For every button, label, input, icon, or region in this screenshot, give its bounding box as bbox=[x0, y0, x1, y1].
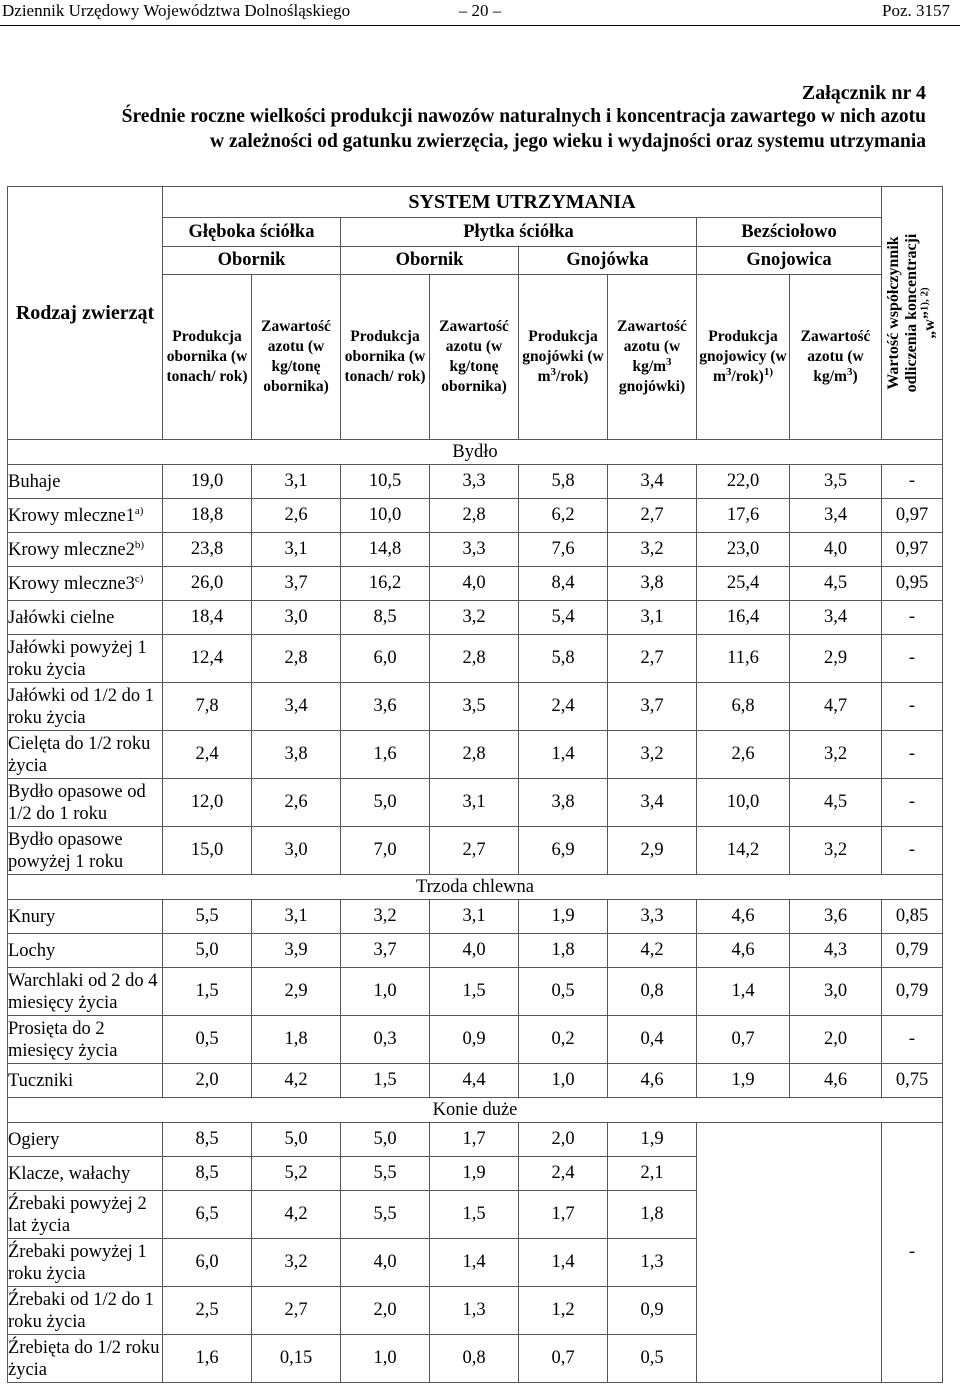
value-cell: 3,3 bbox=[430, 533, 519, 567]
value-cell: 2,7 bbox=[430, 827, 519, 875]
value-cell: 0,75 bbox=[882, 1064, 943, 1098]
table-row bbox=[8, 683, 943, 731]
table-row bbox=[8, 465, 943, 499]
value-cell: 1,8 bbox=[252, 1016, 341, 1064]
value-cell: 3,0 bbox=[790, 968, 882, 1016]
value-cell: 4,6 bbox=[697, 934, 790, 968]
value-cell: 2,4 bbox=[519, 1157, 608, 1191]
value-cell: 4,2 bbox=[252, 1191, 341, 1239]
section-title: Bydło bbox=[8, 440, 943, 465]
document-title-line-2: w zależności od gatunku zwierzęcia, jego wieku i wydajności oraz systemu utrzymania bbox=[209, 131, 926, 152]
value-cell: 4,2 bbox=[608, 934, 697, 968]
subgroup-gnojowica: Gnojowica bbox=[697, 247, 882, 275]
value-cell: 3,8 bbox=[608, 567, 697, 601]
value-cell: 4,0 bbox=[341, 1239, 430, 1287]
value-cell: 3,9 bbox=[252, 934, 341, 968]
w-label-line-2: odliczenia koncentracji bbox=[903, 233, 920, 393]
footnote-marker: b) bbox=[134, 538, 145, 551]
animal-name: Źrebaki powyżej 1 roku życia bbox=[8, 1239, 163, 1287]
value-cell: 2,7 bbox=[608, 635, 697, 683]
value-cell: 2,0 bbox=[519, 1123, 608, 1157]
value-cell: 3,2 bbox=[341, 900, 430, 934]
animal-name: Jałówki cielne bbox=[8, 601, 163, 635]
value-cell: 1,7 bbox=[519, 1191, 608, 1239]
value-cell: 25,4 bbox=[697, 567, 790, 601]
value-cell: 6,9 bbox=[519, 827, 608, 875]
value-cell: 0,5 bbox=[163, 1016, 252, 1064]
position-number: Poz. 3157 bbox=[882, 1, 950, 20]
page-header bbox=[0, 0, 960, 26]
value-cell: 1,4 bbox=[430, 1239, 519, 1287]
value-cell: 0,8 bbox=[608, 968, 697, 1016]
value-cell: 2,1 bbox=[608, 1157, 697, 1191]
system-header: SYSTEM UTRZYMANIA bbox=[163, 187, 882, 218]
value-cell: 3,2 bbox=[608, 731, 697, 779]
w-coefficient-header bbox=[882, 187, 943, 440]
value-cell: 4,2 bbox=[252, 1064, 341, 1098]
subgroup-obornik-1: Obornik bbox=[163, 247, 341, 275]
footnote-marker: c) bbox=[134, 572, 144, 585]
value-cell: 3,2 bbox=[608, 533, 697, 567]
table-row bbox=[8, 635, 943, 683]
value-cell: 2,8 bbox=[430, 635, 519, 683]
value-cell: 5,5 bbox=[163, 900, 252, 934]
section-row bbox=[8, 1098, 943, 1123]
value-cell: 3,1 bbox=[252, 533, 341, 567]
value-cell: 3,6 bbox=[790, 900, 882, 934]
value-cell: 2,9 bbox=[790, 635, 882, 683]
value-cell: 1,4 bbox=[697, 968, 790, 1016]
value-cell: 3,5 bbox=[790, 465, 882, 499]
value-cell: 2,5 bbox=[163, 1287, 252, 1335]
animal-name: Krowy mleczne3$^{c)}$ bbox=[8, 567, 163, 601]
value-cell: 4,0 bbox=[430, 934, 519, 968]
animal-name: Warchlaki od 2 do 4 miesięcy życia bbox=[8, 968, 163, 1016]
value-cell: 12,4 bbox=[163, 635, 252, 683]
table-row bbox=[8, 533, 943, 567]
col-header-1: Produkcja obornika (w tonach/ rok) bbox=[163, 275, 252, 440]
value-cell: 15,0 bbox=[163, 827, 252, 875]
animal-name: Lochy bbox=[8, 934, 163, 968]
value-cell: 3,3 bbox=[430, 465, 519, 499]
value-cell: - bbox=[882, 635, 943, 683]
value-cell: 3,4 bbox=[608, 779, 697, 827]
value-cell: 3,1 bbox=[252, 900, 341, 934]
value-cell: 5,8 bbox=[519, 465, 608, 499]
animal-name: Buhaje bbox=[8, 465, 163, 499]
value-cell: 3,2 bbox=[790, 731, 882, 779]
value-cell: 0,9 bbox=[430, 1016, 519, 1064]
value-cell: 1,8 bbox=[519, 934, 608, 968]
value-cell: 5,8 bbox=[519, 635, 608, 683]
value-cell: 1,5 bbox=[430, 968, 519, 1016]
value-cell: 0,9 bbox=[608, 1287, 697, 1335]
value-cell: 0,97 bbox=[882, 533, 943, 567]
w-value-cell: - bbox=[882, 1123, 943, 1383]
animal-name: Krowy mleczne1$^{a)}$ bbox=[8, 499, 163, 533]
section-row bbox=[8, 440, 943, 465]
animal-name: Bydło opasowe od 1/2 do 1 roku bbox=[8, 779, 163, 827]
value-cell: 1,2 bbox=[519, 1287, 608, 1335]
value-cell: 0,4 bbox=[608, 1016, 697, 1064]
value-cell: - bbox=[882, 465, 943, 499]
col-header-4: Zawartość azotu (w kg/tonę obornika) bbox=[430, 275, 519, 440]
value-cell: 3,1 bbox=[252, 465, 341, 499]
section-row bbox=[8, 875, 943, 900]
value-cell: 4,5 bbox=[790, 567, 882, 601]
value-cell: 10,0 bbox=[341, 499, 430, 533]
animal-name: Źrebaki od 1/2 do 1 roku życia bbox=[8, 1287, 163, 1335]
value-cell: 1,9 bbox=[519, 900, 608, 934]
document-title-line-1: Średnie roczne wielkości produkcji nawozów naturalnych i koncentracja zawartego w nich azotu bbox=[121, 106, 926, 127]
value-cell: - bbox=[882, 683, 943, 731]
annex-label: Załącznik nr 4 bbox=[801, 82, 926, 104]
value-cell: 2,7 bbox=[252, 1287, 341, 1335]
col-header-8: Zawartość azotu (w $kg/m^3$) bbox=[790, 275, 882, 440]
w-label-line-3: „w” bbox=[921, 311, 938, 339]
value-cell: 0,7 bbox=[697, 1016, 790, 1064]
table-row bbox=[8, 499, 943, 533]
value-cell: 3,2 bbox=[252, 1239, 341, 1287]
value-cell: 2,4 bbox=[519, 683, 608, 731]
table-row bbox=[8, 1064, 943, 1098]
value-cell: 2,4 bbox=[163, 731, 252, 779]
value-cell: 0,79 bbox=[882, 968, 943, 1016]
value-cell: 0,8 bbox=[430, 1335, 519, 1383]
animal-name: Źrebięta do 1/2 roku życia bbox=[8, 1335, 163, 1383]
value-cell: 4,7 bbox=[790, 683, 882, 731]
section-title: Trzoda chlewna bbox=[8, 875, 943, 900]
col-header-5: Produkcja gnojówki (w $m^3/rok$) bbox=[519, 275, 608, 440]
journal-title: Dziennik Urzędowy Województwa Dolnośląskiego bbox=[2, 1, 351, 20]
value-cell: 3,4 bbox=[790, 601, 882, 635]
value-cell: 0,2 bbox=[519, 1016, 608, 1064]
value-cell: 1,0 bbox=[341, 968, 430, 1016]
value-cell: 12,0 bbox=[163, 779, 252, 827]
value-cell: 18,4 bbox=[163, 601, 252, 635]
value-cell: 1,5 bbox=[163, 968, 252, 1016]
value-cell: 5,0 bbox=[163, 934, 252, 968]
empty-cell bbox=[697, 1123, 882, 1383]
value-cell: 1,9 bbox=[430, 1157, 519, 1191]
value-cell: 4,6 bbox=[697, 900, 790, 934]
value-cell: 19,0 bbox=[163, 465, 252, 499]
value-cell: 18,8 bbox=[163, 499, 252, 533]
value-cell: 2,8 bbox=[430, 499, 519, 533]
group-bezsciolowo: Bezściołowo bbox=[697, 218, 882, 247]
value-cell: 3,1 bbox=[430, 779, 519, 827]
table-row bbox=[8, 601, 943, 635]
value-cell: 16,4 bbox=[697, 601, 790, 635]
animal-name: Źrebaki powyżej 2 lat życia bbox=[8, 1191, 163, 1239]
value-cell: 6,0 bbox=[163, 1239, 252, 1287]
value-cell: 3,4 bbox=[252, 683, 341, 731]
value-cell: 1,3 bbox=[430, 1287, 519, 1335]
value-cell: 10,5 bbox=[341, 465, 430, 499]
value-cell: 23,0 bbox=[697, 533, 790, 567]
animal-name: Jałówki od 1/2 do 1 roku życia bbox=[8, 683, 163, 731]
animal-name: Jałówki powyżej 1 roku życia bbox=[8, 635, 163, 683]
value-cell: 1,0 bbox=[341, 1335, 430, 1383]
value-cell: 4,5 bbox=[790, 779, 882, 827]
value-cell: - bbox=[882, 827, 943, 875]
value-cell: 14,2 bbox=[697, 827, 790, 875]
value-cell: 3,7 bbox=[341, 934, 430, 968]
value-cell: 8,5 bbox=[341, 601, 430, 635]
table-row bbox=[8, 968, 943, 1016]
section-title: Konie duże bbox=[8, 1098, 943, 1123]
value-cell: 6,8 bbox=[697, 683, 790, 731]
table-row bbox=[8, 779, 943, 827]
value-cell: 2,8 bbox=[430, 731, 519, 779]
value-cell: 1,8 bbox=[608, 1191, 697, 1239]
value-cell: 3,8 bbox=[519, 779, 608, 827]
value-cell: 2,0 bbox=[341, 1287, 430, 1335]
value-cell: 3,4 bbox=[790, 499, 882, 533]
animal-name: Ogiery bbox=[8, 1123, 163, 1157]
value-cell: 3,0 bbox=[252, 601, 341, 635]
page-number: – 20 – bbox=[458, 1, 502, 20]
col-header-7: Produkcja gnojowicy (w $m^3/rok)^{1)}$ bbox=[697, 275, 790, 440]
value-cell: 26,0 bbox=[163, 567, 252, 601]
value-cell: 1,4 bbox=[519, 731, 608, 779]
table-row bbox=[8, 567, 943, 601]
value-cell: 3,7 bbox=[608, 683, 697, 731]
value-cell: 2,6 bbox=[697, 731, 790, 779]
col-header-2: Zawartość azotu (w kg/tonę obornika) bbox=[252, 275, 341, 440]
value-cell: 3,8 bbox=[252, 731, 341, 779]
value-cell: - bbox=[882, 1016, 943, 1064]
value-cell: 0,5 bbox=[519, 968, 608, 1016]
animal-name: Krowy mleczne2$^{b)}$ bbox=[8, 533, 163, 567]
value-cell: 22,0 bbox=[697, 465, 790, 499]
value-cell: 6,5 bbox=[163, 1191, 252, 1239]
table-row bbox=[8, 900, 943, 934]
value-cell: 11,6 bbox=[697, 635, 790, 683]
value-cell: - bbox=[882, 731, 943, 779]
value-cell: 4,6 bbox=[608, 1064, 697, 1098]
value-cell: 1,4 bbox=[519, 1239, 608, 1287]
table-row bbox=[8, 1123, 943, 1157]
value-cell: 3,1 bbox=[430, 900, 519, 934]
value-cell: 1,5 bbox=[341, 1064, 430, 1098]
value-cell: 3,2 bbox=[430, 601, 519, 635]
value-cell: 1,7 bbox=[430, 1123, 519, 1157]
value-cell: 0,97 bbox=[882, 499, 943, 533]
value-cell: 0,79 bbox=[882, 934, 943, 968]
value-cell: 5,5 bbox=[341, 1157, 430, 1191]
value-cell: 5,0 bbox=[341, 779, 430, 827]
value-cell: 3,4 bbox=[608, 465, 697, 499]
value-cell: 2,8 bbox=[252, 635, 341, 683]
table-row bbox=[8, 934, 943, 968]
value-cell: 1,3 bbox=[608, 1239, 697, 1287]
value-cell: 14,8 bbox=[341, 533, 430, 567]
animal-name: Prosięta do 2 miesięcy życia bbox=[8, 1016, 163, 1064]
value-cell: 2,9 bbox=[608, 827, 697, 875]
value-cell: 2,0 bbox=[163, 1064, 252, 1098]
value-cell: 3,7 bbox=[252, 567, 341, 601]
value-cell: 1,9 bbox=[608, 1123, 697, 1157]
value-cell: 3,5 bbox=[430, 683, 519, 731]
value-cell: 5,0 bbox=[252, 1123, 341, 1157]
value-cell: 2,9 bbox=[252, 968, 341, 1016]
value-cell: 2,7 bbox=[608, 499, 697, 533]
subgroup-obornik-2: Obornik bbox=[341, 247, 519, 275]
value-cell: 0,3 bbox=[341, 1016, 430, 1064]
value-cell: 8,4 bbox=[519, 567, 608, 601]
w-label-line-1: Wartość współczynnik bbox=[885, 236, 902, 390]
value-cell: 5,0 bbox=[341, 1123, 430, 1157]
value-cell: 2,6 bbox=[252, 499, 341, 533]
value-cell: 23,8 bbox=[163, 533, 252, 567]
value-cell: 7,0 bbox=[341, 827, 430, 875]
value-cell: 6,2 bbox=[519, 499, 608, 533]
value-cell: 6,0 bbox=[341, 635, 430, 683]
table-row bbox=[8, 731, 943, 779]
value-cell: 8,5 bbox=[163, 1123, 252, 1157]
value-cell: 1,6 bbox=[163, 1335, 252, 1383]
value-cell: 1,6 bbox=[341, 731, 430, 779]
value-cell: 3,1 bbox=[608, 601, 697, 635]
value-cell: 1,5 bbox=[430, 1191, 519, 1239]
value-cell: 1,9 bbox=[697, 1064, 790, 1098]
value-cell: 7,6 bbox=[519, 533, 608, 567]
table-row bbox=[8, 827, 943, 875]
w-label-sup: 1), 2) bbox=[918, 287, 931, 312]
value-cell: 4,0 bbox=[430, 567, 519, 601]
animal-name: Knury bbox=[8, 900, 163, 934]
value-cell: 2,0 bbox=[790, 1016, 882, 1064]
animal-type-header: Rodzaj zwierząt bbox=[8, 187, 163, 440]
value-cell: 4,4 bbox=[430, 1064, 519, 1098]
value-cell: 0,85 bbox=[882, 900, 943, 934]
animal-name: Cielęta do 1/2 roku życia bbox=[8, 731, 163, 779]
value-cell: 3,2 bbox=[790, 827, 882, 875]
value-cell: 1,0 bbox=[519, 1064, 608, 1098]
value-cell: 0,15 bbox=[252, 1335, 341, 1383]
value-cell: 0,5 bbox=[608, 1335, 697, 1383]
animal-name: Bydło opasowe powyżej 1 roku bbox=[8, 827, 163, 875]
value-cell: 5,4 bbox=[519, 601, 608, 635]
value-cell: 2,6 bbox=[252, 779, 341, 827]
value-cell: 5,2 bbox=[252, 1157, 341, 1191]
animal-name: Tuczniki bbox=[8, 1064, 163, 1098]
value-cell: 3,6 bbox=[341, 683, 430, 731]
group-plytka: Płytka ściółka bbox=[341, 218, 697, 247]
header-rule bbox=[0, 25, 960, 26]
value-cell: 0,95 bbox=[882, 567, 943, 601]
value-cell: - bbox=[882, 601, 943, 635]
value-cell: 4,6 bbox=[790, 1064, 882, 1098]
value-cell: 17,6 bbox=[697, 499, 790, 533]
value-cell: 0,7 bbox=[519, 1335, 608, 1383]
value-cell: 5,5 bbox=[341, 1191, 430, 1239]
value-cell: 16,2 bbox=[341, 567, 430, 601]
subgroup-gnojowka: Gnojówka bbox=[519, 247, 697, 275]
col-header-3: Produkcja obornika (w tonach/ rok) bbox=[341, 275, 430, 440]
group-gleboka: Głęboka ściółka bbox=[163, 218, 341, 247]
col-header-6: Zawartość azotu (w $kg/m^3$ gnojówki) bbox=[608, 275, 697, 440]
value-cell: 10,0 bbox=[697, 779, 790, 827]
animal-name: Klacze, wałachy bbox=[8, 1157, 163, 1191]
value-cell: 3,3 bbox=[608, 900, 697, 934]
table-row bbox=[8, 1016, 943, 1064]
value-cell: - bbox=[882, 779, 943, 827]
value-cell: 4,3 bbox=[790, 934, 882, 968]
value-cell: 7,8 bbox=[163, 683, 252, 731]
value-cell: 8,5 bbox=[163, 1157, 252, 1191]
fertilizer-table bbox=[7, 186, 943, 1383]
footnote-marker: a) bbox=[134, 504, 144, 517]
value-cell: 4,0 bbox=[790, 533, 882, 567]
value-cell: 3,0 bbox=[252, 827, 341, 875]
